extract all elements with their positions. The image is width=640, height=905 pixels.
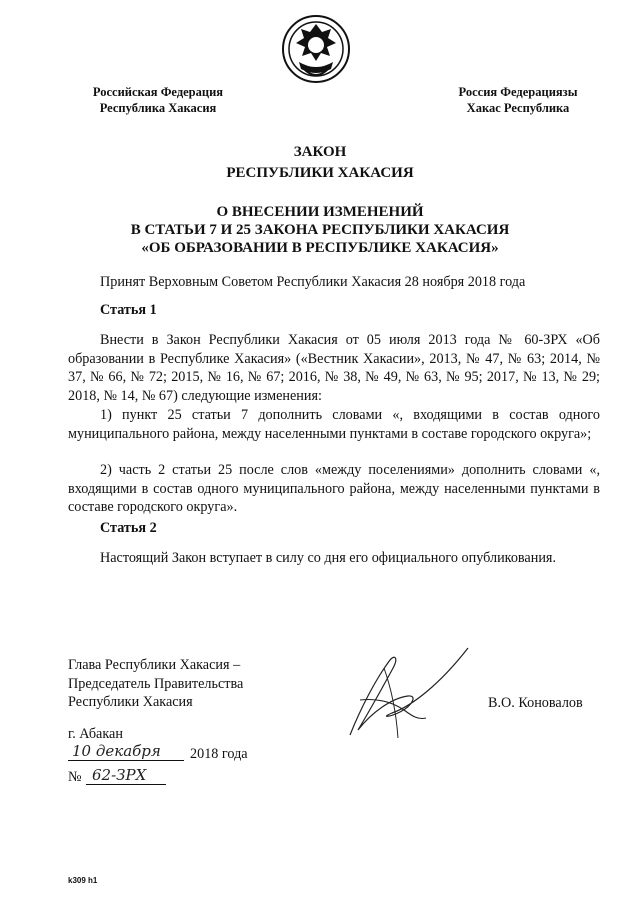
signatory-title-line3: Республики Хакасия [68, 694, 193, 711]
footer-code: k309 h1 [68, 876, 98, 885]
article1-heading: Статья 1 [100, 302, 157, 318]
handwritten-number: 62-ЗРХ [86, 766, 166, 785]
number-prefix: № [68, 769, 82, 785]
handwritten-date: 10 декабря [68, 742, 184, 761]
article2-heading: Статья 2 [100, 520, 157, 536]
signatory-title-line1: Глава Республики Хакасия – [68, 657, 241, 673]
signatory-title-line2: Председатель Правительства [68, 675, 244, 692]
law-subtitle-line1: О ВНЕСЕНИИ ИЗМЕНЕНИЙ [216, 204, 424, 220]
law-subtitle-line3: «ОБ ОБРАЗОВАНИИ В РЕСПУБЛИКЕ ХАКАСИЯ» [141, 240, 499, 256]
place-city: г. Абакан [68, 726, 123, 742]
law-subtitle [0, 203, 640, 257]
adopted-statement: Принят Верховным Советом Республики Хакасия 28 ноября 2018 года [100, 274, 526, 290]
number-line [68, 767, 198, 789]
header-left-line2: Республика Хакасия [99, 101, 217, 115]
header-left [68, 84, 248, 116]
signatory-name: В.О. Коновалов [488, 695, 583, 711]
header-left-line1: Российская Федерация [92, 85, 224, 99]
handwritten-signature [300, 640, 480, 750]
law-title [0, 142, 640, 184]
article1-intro: Внести в Закон Республики Хакасия от 05 июля 2013 года № 60-ЗРХ «Об образовании в Республике Хакасия» («Вестник Хакасии», 2013, № 47, № 63; 2014, № 37, № 66, № 72; 2015, № 16, № 67; 2016, № 38, № 49, № 63, № 95; 2017, № 13, № 29; 2018, № 14, № 67) следующие изменения: [68, 332, 600, 404]
header-right-line1: Россия Федерациязы [458, 85, 578, 99]
article1-item1: 1) пункт 25 статьи 7 дополнить словами «, входящими в состав одного муниципального района, между населенными пунктами в составе городского округа»; [68, 407, 600, 442]
date-year: 2018 года [190, 746, 248, 762]
article2-text: Настоящий Закон вступает в силу со дня его официального опубликования. [100, 550, 556, 566]
law-title-line1: ЗАКОН [293, 144, 347, 160]
date-line [68, 744, 298, 766]
article1-item2: 2) часть 2 статьи 25 после слов «между поселениями» дополнить словами «, входящими в состав одного муниципального района, между населенными пунктами в составе городского округа». [68, 462, 600, 516]
header-right [428, 84, 608, 116]
header-right-line2: Хакас Республика [466, 101, 570, 115]
signatory-title [68, 656, 243, 712]
coat-of-arms-emblem [281, 14, 351, 84]
law-title-line2: РЕСПУБЛИКИ ХАКАСИЯ [226, 165, 414, 181]
law-subtitle-line2: В СТАТЬИ 7 И 25 ЗАКОНА РЕСПУБЛИКИ ХАКАСИЯ [130, 222, 510, 238]
